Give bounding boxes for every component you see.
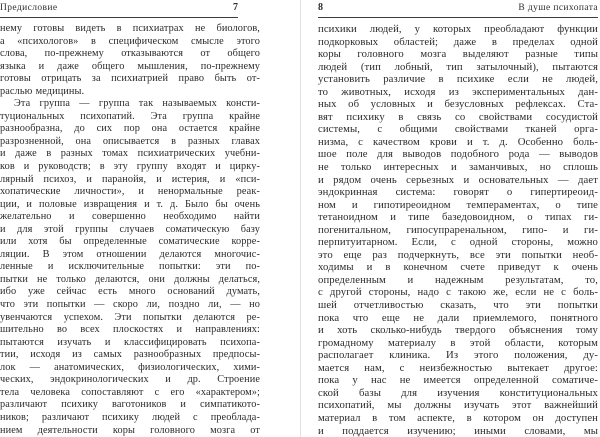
- text-line: громадному материалу в этой области, которым: [318, 336, 598, 349]
- left-page-number: 7: [233, 2, 238, 13]
- text-line: психики людей, у которых преобладают функции: [318, 23, 598, 35]
- text-line: ков и руководств; в эту группу входят и цирку-: [0, 161, 260, 173]
- text-line: нему готовы видеть в психиатрах не биологов,: [0, 23, 260, 34]
- right-page: [318, 0, 598, 437]
- text-line: установить различие в психике если не людей,: [318, 73, 598, 86]
- text-line: ческих, эндокринологических и др. Строение: [0, 374, 260, 386]
- text-line: и хоть сколько-нибудь твердого объяснения тому: [318, 324, 598, 337]
- text-line: готовы отрицать за психиатрией право быть от-: [0, 73, 260, 85]
- text-line: увенчаются успехом. Эти попытки делаются ре-: [0, 311, 260, 323]
- text-line: хопатические личности», и ненормальные реак-: [0, 186, 260, 198]
- text-line: то животных, исходя из экспериментальных дан-: [318, 85, 598, 98]
- text-line: шей отчетливостью сказать, что эти попытки: [318, 299, 598, 312]
- text-line: низма, с качеством крови и т. д. Особенно боль-: [318, 135, 598, 148]
- text-line: желательно и совершенно необходимо найти: [0, 211, 260, 223]
- text-line: определенным и надежным результатам, то,: [318, 273, 598, 286]
- text-line: языка и даже общего мышления, по-прежнему: [0, 60, 260, 72]
- text-line: раслью медицины.: [0, 85, 85, 97]
- text-line: и поддается изучению; иными словами, мы: [318, 424, 598, 437]
- text-line: ибо уже сейчас есть много оснований думать,: [0, 286, 260, 298]
- left-page: [0, 0, 260, 437]
- text-line: пытки не только делаются, они должны делаться,: [0, 273, 260, 285]
- text-line: с другой стороны, надо с такою же, если не с боль-: [318, 286, 598, 299]
- text-line: людей (тип лобный, тип затылочный), пытаются: [318, 60, 598, 73]
- text-line: Эта группа — группа так называемых консти-: [14, 98, 260, 110]
- text-line: и для этой группы случаев соматическую базу: [0, 223, 260, 235]
- text-line: подкорковых областей; даже в пределах одной: [318, 35, 598, 48]
- text-line: эндокринная система: говорят о гипертиреоид-: [318, 186, 598, 199]
- text-line: разнообразна, до сих пор она остается крайне: [0, 123, 260, 135]
- text-line: ников; различают психику людей с преоблада-: [0, 411, 260, 423]
- text-line: ляции. В этом отношении делаются многочис-: [0, 248, 260, 260]
- text-line: вят психику в связь со свойствами сосудистой: [318, 110, 598, 123]
- right-page-text: [318, 23, 598, 437]
- text-line: коры головного мозга выделяют разные типы: [318, 48, 598, 61]
- right-page-header: [318, 0, 598, 18]
- page-divider: [300, 0, 301, 437]
- text-line: шительно во всех плоскостях и направлениях:: [0, 324, 260, 336]
- text-line: мается нам, с неизбежностью вытекает другое:: [318, 361, 598, 374]
- text-line: ных об условных и безусловных рефлексах. Ста-: [318, 98, 598, 111]
- text-line: погенитальном, гипосупраренальном, гипо- и ги-: [318, 223, 598, 236]
- right-page-number: 8: [318, 2, 323, 13]
- text-line: а «психологов» в специфическом смысле этого: [0, 35, 260, 47]
- text-line: лок — анатомических, физиологических, хими-: [0, 361, 260, 373]
- text-line: или хотя бы определенные соматические корре-: [0, 236, 260, 248]
- text-line: материал в том аспекте, в котором он доступен: [318, 411, 598, 424]
- text-line: пытаются изучать и классифицировать психопа-: [0, 336, 260, 348]
- text-line: пока у нас не имеется определенной соматиче-: [318, 374, 598, 387]
- text-line: ходимы и в конечном счете приведут к очень: [318, 261, 598, 274]
- text-line: ской базы для изучения конституциональных: [318, 386, 598, 399]
- text-line: системы, с общими свойствами тканей орга-: [318, 123, 598, 136]
- text-line: что эти попытки — скоро ли, поздно ли, — но: [0, 299, 260, 311]
- text-line: психопатий, мы должны изучать этот важнейший: [318, 399, 598, 412]
- text-line: туциональных психопатий. Эта группа крайне: [0, 110, 260, 122]
- text-line: ции, и половые извращения и т. д. Было бы очень: [0, 198, 260, 210]
- text-line: перпитуитарном. Если, с одной стороны, можно: [318, 236, 598, 249]
- text-line: слова, по-прежнему отказываются от общего: [0, 48, 260, 60]
- text-line: ленные и исключительные попытки: эти по-: [0, 261, 260, 273]
- right-running-title: В душе психопата: [518, 3, 598, 13]
- text-line: пока что еще не дали приемлемого, понятного: [318, 311, 598, 324]
- text-line: тела человека сопоставляют с его «характером»;: [0, 386, 260, 398]
- text-line: разрозненной, она описывается в разных главах: [0, 135, 260, 147]
- text-line: различают психику ваготоников и симпатикото-: [0, 399, 260, 411]
- text-line: лярный психоз, и паранойя, и истерия, и «пси-: [0, 173, 260, 185]
- text-line: и рядом очень серьезных и основательных — дает: [318, 173, 598, 186]
- text-line: не только интересных и заманчивых, но сплошь: [318, 161, 598, 174]
- text-line: нием деятельности коры головного мозга от: [0, 424, 260, 436]
- text-line: шое поле для выводов подобного рода — выводов: [318, 148, 598, 161]
- text-line: тетаноидном и типе базедовоидном, о типах ги-: [318, 211, 598, 224]
- text-line: ном и гипотиреоидном темпераментах, о типе: [318, 198, 598, 211]
- text-line: располагает клиника. Из этого положения, ду-: [318, 349, 598, 362]
- left-page-text: [0, 23, 260, 437]
- text-line: это еще раз подчеркнуть, все эти попытки необ-: [318, 248, 598, 261]
- text-line: и даже в разных томах психиатрических учебни-: [0, 148, 260, 160]
- left-page-header: [0, 0, 238, 18]
- text-line: тии, исходя из самых разнообразных предпосы-: [0, 349, 260, 361]
- left-running-title: Предисловие: [0, 3, 58, 13]
